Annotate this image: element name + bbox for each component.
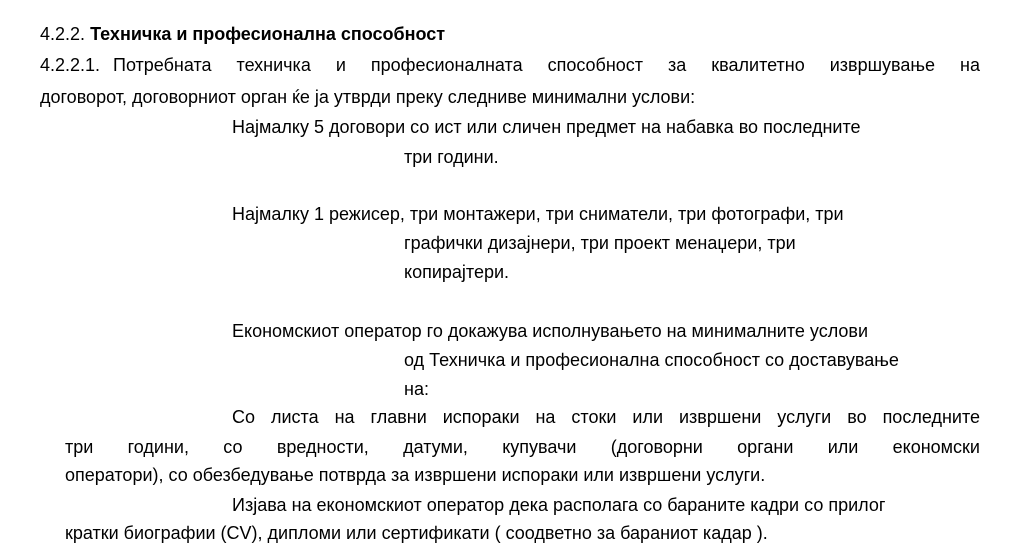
document-2-line-2: кратки биографии (CV), дипломи или сертификати ( соодветно за бараниот кадар ).: [65, 523, 768, 543]
clause-text-line-2: договорот, договорниот орган ќе ја утврди преку следниве минимални услови:: [40, 87, 696, 107]
condition-1-line-2: три години.: [404, 147, 499, 167]
condition-1-line-1: Најмалку 5 договори со ист или сличен предмет на набавка во последните: [232, 117, 861, 137]
document-2-line-1: Изјава на економскиот оператор дека располага со бараните кадри со прилог: [232, 495, 886, 515]
clause-text-line-1: Потребната техничка и професионалната способност за квалитетно извршување на: [113, 55, 980, 75]
section-heading: [40, 23, 445, 45]
condition-2-line-2: графички дизајнери, три проект менаџери, три: [404, 233, 796, 253]
document-1-line-2: три години, со вредности, датуми, купувачи (договорни органи или економски: [65, 437, 980, 457]
document-1-line-1: Со листа на главни испораки на стоки или извршени услуги во последните: [232, 407, 980, 427]
proof-line-1: Економскиот оператор го докажува исполнувањето на минималните услови: [232, 321, 869, 341]
condition-2-line-3: копирајтери.: [404, 262, 510, 282]
condition-2-line-1: Најмалку 1 режисер, три монтажери, три сниматели, три фотографи, три: [232, 204, 844, 224]
proof-line-3: на:: [404, 379, 429, 399]
document-1-line-3: оператори), со обезбедување потврда за извршени испораки или извршени услуги.: [65, 465, 766, 485]
proof-line-2: од Техничка и професионална способност со доставување: [404, 350, 899, 370]
section-title: Техничка и професионална способност: [90, 24, 446, 44]
section-number: 4.2.2.: [40, 24, 86, 44]
clause-number: 4.2.2.1.: [40, 55, 101, 75]
